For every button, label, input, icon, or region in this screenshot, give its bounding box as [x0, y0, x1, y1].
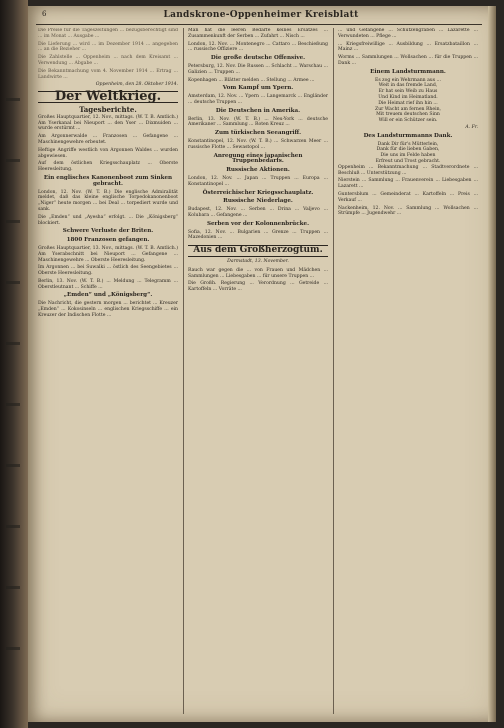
article-paragraph: Petersburg, 12. Nov. Die Russen ... Schlacht ... Warschau ... Galizien ... Truppen ...	[188, 63, 328, 75]
column-left	[38, 28, 178, 714]
article-paragraph: Oppenheim ... Bekanntmachung ... Stadtverordnete ... Beschluß ... Unterstützung ...	[338, 164, 478, 176]
article-paragraph: Man hat die leeren Bedarfe keines Ersatzes ... Zusammenkunft der Serben ... Zufahrt ... Nisch ...	[188, 28, 328, 39]
section-heading-weltkrieg: Der Weltkrieg.	[38, 91, 178, 103]
poem-line: Er hat sein Weib zu Haus	[378, 89, 438, 95]
article-paragraph: London, 12. Nov. ... Japan ... Truppen ... Europa ... Konstantinopel ...	[188, 175, 328, 187]
article-paragraph: Im Argonnen ... bei Suwalki ... östlich des Seengebietes ... Oberste Heeresleitung.	[38, 265, 178, 277]
article-paragraph: Sofia, 12. Nov. ... Bulgarien ... Grenze ... Truppen ... Mazedonien ...	[188, 229, 328, 241]
page-number: 6	[42, 10, 47, 18]
masthead	[36, 10, 486, 24]
book-binding	[0, 0, 28, 728]
heading-serben: Serben vor der Kolonnenbrücke.	[206, 220, 310, 227]
poem-line: Die Heimat rief ihn hin ...	[378, 100, 438, 106]
poem-line: Mit treuem deutschen Sinn	[376, 112, 440, 118]
poem-line: Die uns im Felde haben	[380, 153, 436, 159]
article-paragraph: Amsterdam, 12. Nov. ... Ypern ... Langemarck ... Engländer ... deutsche Truppen ...	[188, 94, 328, 105]
heading-gefangene: 1800 Franzosen gefangen.	[66, 237, 150, 244]
heading-ypern: Vom Kampf um Ypern.	[222, 85, 294, 92]
article-paragraph: Budapest, 12. Nov. ... Serben ... Drina ... Valjevo ... Kolubara ... Gefangene ...	[188, 207, 328, 218]
poem-line: Will er ein Schützer sein.	[378, 118, 438, 124]
heading-landsturm: Des Landsturmmanns Dank.	[363, 132, 453, 139]
newspaper-page	[28, 6, 496, 722]
column-divider	[183, 28, 184, 714]
article-paragraph: Konstantinopel, 12. Nov. (W. T. B.) ... Schwarzen Meer ... russische Flotte ... Sewastopol ...	[188, 138, 328, 150]
heading-offensive: Die große deutsche Offensive.	[210, 55, 306, 62]
heading-kanonenboot: Ein englisches Kanonenboot zum Sinken gebracht.	[43, 174, 173, 187]
article-paragraph: Auf dem östlichen Kriegsschauplatz ... Oberste Heeresleitung.	[38, 161, 178, 173]
poem-line: Dank für die lieben Gaben,	[376, 147, 440, 153]
article-paragraph: Die Nachricht, die gestern morgen ... berichtet ... Kreuzer „Emden“ ... Kokosinseln ... englischen Kriegsschiffe ... ein Kreuzer der Indischen Flotte ...	[38, 301, 178, 318]
column-divider	[333, 28, 334, 714]
article-paragraph: Kopenhagen ... Blätter melden ... Stellung ... Armee ...	[188, 77, 315, 83]
article-paragraph: Am Argonnerwalde ... Franzosen ... Gefangene ... Maschinengewehre erbeutet.	[38, 134, 178, 145]
column-right	[338, 28, 478, 714]
heading-russische-aktionen: Russische Aktionen.	[226, 167, 290, 174]
article-paragraph: Rauch war gegen die ... von Frauen und Mädchen ... Sammlungen ... Liebesgaben ... für unsere Truppen ...	[188, 267, 328, 279]
heading-amerika: Die Deutschen in Amerika.	[215, 107, 301, 114]
poem-line: Erfreut und Trost gebracht.	[375, 158, 441, 164]
article-paragraph: Heftige Angriffe westlich von Argonnen Waldes ... wurden abgewiesen.	[38, 147, 178, 159]
article-paragraph: Berlin, 13. Nov. (W. T. B.) ... Neu-York ... deutsche Amerikaner ... Sammlung ... Roten Kreuz ...	[188, 116, 328, 128]
poem-signature: A. Fr.	[465, 124, 478, 130]
article-paragraph: Großes Hauptquartier, 13. Nov., mittags. (W. T. B. Amtlich.) Am Yserabschnitt bei Nieuport ... Gefangene ... Maschinengewehre ... Oberste Heeresleitung.	[38, 245, 178, 263]
heading-grossherzogtum: Aus dem Großherzogtum.	[188, 245, 328, 257]
masthead-rule	[36, 24, 482, 25]
heading-seeangriff: Zum türkischen Seeangriff.	[214, 130, 302, 137]
article-paragraph: Nackenheim, 12. Nov. ... Sammlung ... Wollsachen ... Strümpfe ... Jugendwehr ...	[338, 205, 478, 217]
poem-line: Es zog ein Wehrmann aus ...	[375, 77, 441, 83]
page-edge	[488, 6, 496, 722]
heading-niederlage: Russische Niederlage.	[223, 198, 293, 205]
newspaper-title: Landskrone-Oppenheimer Kreisblatt	[163, 10, 359, 20]
heading-emden: „Emden“ und „Königsberg“.	[63, 292, 153, 299]
poem-line: Dank Dir für's Mütterlein,	[377, 141, 439, 147]
poem-line: Zur Wacht am fernen Rhein,	[375, 106, 441, 112]
poem	[338, 142, 478, 165]
binding-stitching	[6, 40, 20, 680]
article-paragraph: London, 12. Nov. ... Montenegro ... Cattaro ... Beschießung ... russische Offiziere ...	[188, 41, 328, 53]
article-paragraph: London, 12. Nov. (W. T. B.) Die englische Admiralität meldet, daß das kleine englische Torpedokanonenboot „Niger“ heute morgen ... bei Deal ... torpediert wurde und sank.	[38, 189, 178, 212]
heading-oesterreich: Österreichischer Kriegsschauplatz.	[202, 189, 314, 196]
article-paragraph: Worms ... Sammlungen ... Wollsachen ... für die Truppen ... Dank ...	[338, 55, 478, 66]
notice-signature: Oppenheim, den 28. Oktober 1914.	[95, 82, 178, 88]
article-paragraph: Großes Hauptquartier, 12. Nov., mittags. (W. T. B. Amtlich.) Am Yserkanal bei Nieuport ... den Yser ... Dixmuiden ... wurde erstürmt ...	[38, 114, 178, 132]
article-paragraph: Berlin, 13. Nov. (W. T. B.) ... Meldung ... Telegramm ... Oberstleutnant ... Schiffe ...	[38, 278, 178, 290]
heading-japan: Anregung eines japanischen Truppenbedarfs.	[213, 152, 303, 165]
poem-line: Und Kind im Heimatland.	[378, 94, 438, 100]
dateline: Darmstadt, 13. November.	[227, 258, 289, 264]
columns	[38, 28, 480, 714]
notice-paragraph: Die Preise für die Tageszeitungen ... bezugsberechtigt sind ... im Monat ... Ausgabe ...	[38, 28, 178, 39]
heading-tagesberichte: Tagesberichte.	[79, 104, 137, 114]
notice-paragraph: Die Lieferung ... wird ... im Dezember 1914 ... angegeben ... an die Bezieher ...	[38, 41, 178, 53]
poem	[338, 78, 478, 124]
notice-paragraph: Die Zahlstelle ... Oppenheim ... nach dem Kreisamt ... Verwendung ... Abgabe ...	[38, 55, 178, 66]
notice-paragraph: Die Bekanntmachung vom 4. November 1914 ... Ertrag ... Landwirte ...	[38, 68, 178, 80]
poem-line: Weit in das fremde Land,	[378, 83, 438, 89]
article-paragraph: Die „Emden“ und „Ayesha“ erfolgt. ... Die „Königsberg“ blockiert.	[38, 214, 178, 226]
heading-poem: Einem Landsturmmann.	[370, 68, 446, 75]
article-paragraph: Guntersblum ... Gemeinderat ... Kartoffeln ... Preis ... Verkauf ...	[338, 191, 478, 203]
article-paragraph: Die Großh. Regierung ... Verordnung ... Getreide ... Kartoffeln ... Vorräte ...	[188, 281, 328, 293]
article-paragraph: ... Kriegsfreiwillige ... Ausbildung ... Ersatzbataillon ... Mainz ...	[338, 41, 478, 53]
article-paragraph: ... und Gefangene ... Schützengräben ... Lazarette ... Verwundeten ... Pflege ...	[338, 28, 478, 39]
heading-verluste: Schwere Verluste der Briten.	[62, 228, 154, 235]
column-middle	[188, 28, 328, 714]
article-paragraph: Nierstein ... Sammlung ... Frauenverein ... Liebesgaben ... Lazarett ...	[338, 178, 478, 190]
